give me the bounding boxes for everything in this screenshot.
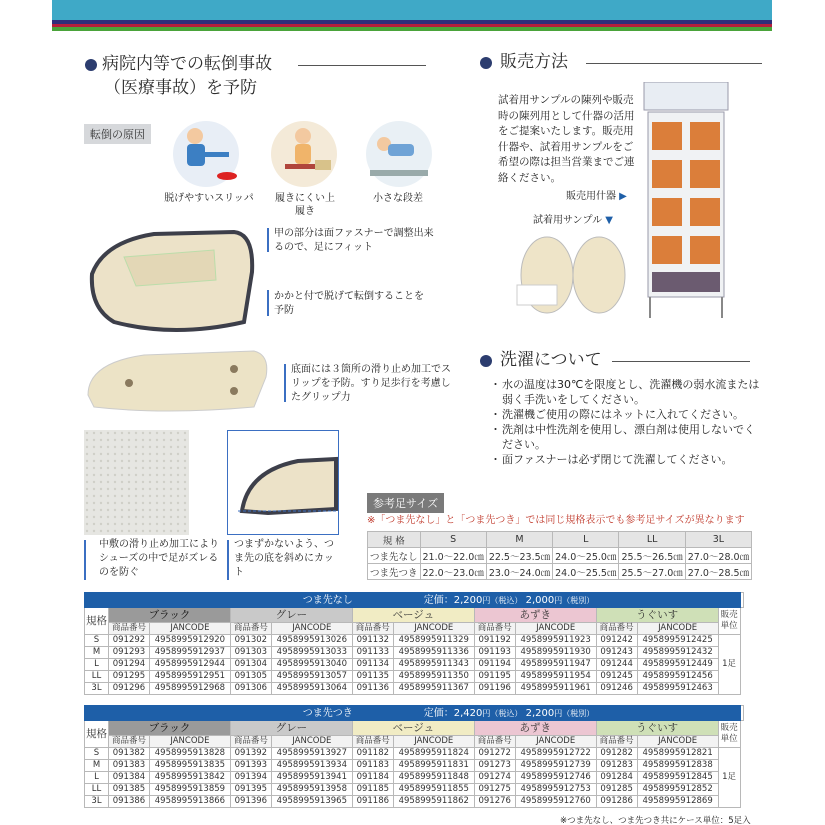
size-header-cell: L [553,532,619,548]
table-cell: 091396 [230,796,271,808]
table-cell: 4958995911848 [393,772,474,784]
table-cell: 091186 [352,796,393,808]
table-row [85,647,744,659]
table-cell: 4958995913927 [271,748,352,760]
table-cell: 4958995912852 [637,784,718,796]
table-cell: 091184 [352,772,393,784]
table-cell: 4958995912722 [515,748,596,760]
item-no-header: 商品番号 [474,623,515,635]
unit-cell: 1足 [718,748,740,808]
table-cell: 091134 [352,659,393,671]
title-rule [612,361,750,362]
table-cell: 4958995911855 [393,784,474,796]
table-cell: 091195 [474,671,515,683]
table-cell: 4958995913026 [271,635,352,647]
table-cell: 4958995911930 [515,647,596,659]
table-cell: 4958995912449 [637,659,718,671]
size-cell: 22.0～23.0㎝ [420,564,486,580]
bullet-dot [480,355,492,367]
table-cell: M [85,647,109,659]
color-header: ベージュ [352,608,474,623]
table-cell: 4958995912739 [515,760,596,772]
table-cell: 4958995912951 [149,671,230,683]
jan-header: JANCODE [637,736,718,748]
table-cell: 091304 [230,659,271,671]
cause-caption-2: 履きにくい上履き [275,193,335,217]
jan-header: JANCODE [271,736,352,748]
jan-header: JANCODE [393,623,474,635]
step-fall-illustration [360,118,438,188]
size-ref-tag: 参考足サイズ [367,493,444,513]
size-cell: 25.5～26.5㎝ [619,548,685,564]
washing-item: ・ 水の温度は30℃を限度とし、洗濯機の弱水流または弱く手洗いをしてください。 [490,377,762,407]
table-cell: 4958995913835 [149,760,230,772]
table-cell: 091285 [596,784,637,796]
color-header: あずき [474,608,596,623]
color-header: グレー [230,721,352,736]
table-cell: 091272 [474,748,515,760]
size-cell: つま先なし [368,548,421,564]
table-cell: 4958995912869 [637,796,718,808]
table-cell: 4958995911367 [393,683,474,695]
table-cell: 091243 [596,647,637,659]
color-header: うぐいす [596,721,718,736]
table-cell: 4958995913033 [271,647,352,659]
slipper-sole-photo [84,345,274,415]
table-cell: 091135 [352,671,393,683]
size-cell: 23.0～24.0㎝ [486,564,552,580]
size-cell: 27.0～28.5㎝ [685,564,751,580]
table-cell: 091382 [109,748,150,760]
table-cell: 091283 [596,760,637,772]
size-header-cell: M [486,532,552,548]
rack-label: 販売用什器 ▶ [566,191,627,202]
header-stripe-blue [52,0,772,20]
feature-line-2 [267,290,269,316]
jan-header: JANCODE [271,623,352,635]
feature-line-4 [84,540,86,580]
feature-line-1 [267,228,269,252]
table-cell: 091294 [109,659,150,671]
product-tables [84,592,744,808]
table-cell: 4958995912968 [149,683,230,695]
size-header: 規格 [85,608,109,635]
table-cell: 4958995913965 [271,796,352,808]
washing-item: ・ 洗濯機ご使用の際にはネットに入れてください。 [490,407,762,422]
table-cell: 4958995912944 [149,659,230,671]
washing-item: ・ 面ファスナーは必ず閉じて洗濯してください。 [490,452,762,467]
table-cell: 091292 [109,635,150,647]
cause-caption-1: 脱げやすいスリッパ [164,193,254,204]
insole-texture-photo [84,430,189,535]
unit-cell: 1足 [718,635,740,695]
table-cell: 4958995913040 [271,659,352,671]
table-cell: 091296 [109,683,150,695]
display-rack-photo [640,82,732,320]
table-cell: 3L [85,796,109,808]
feature-note-3: 底面には３箇所の滑り止め加工でスリップを予防。すり足歩行を考慮したグリップ力 [291,364,451,403]
header-stripe-green [52,27,772,31]
table-row [85,784,744,796]
table-cell: 4958995912937 [149,647,230,659]
table-cell: 091182 [352,748,393,760]
item-no-header: 商品番号 [596,623,637,635]
table-cell: 091384 [109,772,150,784]
table-title: つま先つき [85,706,394,721]
table-cell: 4958995913934 [271,760,352,772]
unit-header: 販売単位 [718,608,740,635]
item-no-header: 商品番号 [109,736,150,748]
slipper-photo-top [84,212,264,342]
table-cell: 091282 [596,748,637,760]
cause-caption-3: 小さな段差 [373,193,423,204]
table-cell: LL [85,671,109,683]
table-cell: 091185 [352,784,393,796]
size-header-cell: LL [619,532,685,548]
toe-note: つまずかないよう、つま先の底を斜めにカット [234,539,334,578]
table-row [85,748,744,760]
table-cell: 4958995911923 [515,635,596,647]
table-row [85,671,744,683]
table-cell: 091385 [109,784,150,796]
toe-cut-photo [227,430,339,535]
table-cell: 091192 [474,635,515,647]
table-row [85,659,744,671]
insole-note: 中敷の滑り止め加工によりシューズの中で足がズレるのを防ぐ [99,539,219,578]
table-cell: 4958995912845 [637,772,718,784]
table-cell: 091133 [352,647,393,659]
item-no-header: 商品番号 [474,736,515,748]
table-cell: 4958995912821 [637,748,718,760]
table-cell: 091286 [596,796,637,808]
slipper-fall-illustration [167,118,245,188]
table-cell: 4958995911862 [393,796,474,808]
jan-header: JANCODE [637,623,718,635]
feature-line-5 [227,540,229,580]
size-header-cell: S [420,532,486,548]
table-price: 定価：2,200円（税込） 2,000円（税別） [393,593,740,608]
table-cell: 091194 [474,659,515,671]
table-title: つま先なし [85,593,394,608]
color-header: ブラック [109,721,231,736]
size-cell: つま先つき [368,564,421,580]
sample-slippers-photo [507,230,637,315]
table-cell: 091245 [596,671,637,683]
size-ref-note: ※「つま先なし」と「つま先つき」では同じ規格表示でも参考足サイズが異なります [367,515,745,526]
table-cell: 4958995911961 [515,683,596,695]
table-cell: 4958995911831 [393,760,474,772]
table-cell: 091183 [352,760,393,772]
feature-note-2: かかと付で脱げて転倒することを予防 [274,291,424,316]
unit-header: 販売単位 [718,721,740,748]
table-cell: 4958995912753 [515,784,596,796]
table-cell: 091246 [596,683,637,695]
table-cell: 4958995911336 [393,647,474,659]
jan-header: JANCODE [149,623,230,635]
table-cell: 4958995913842 [149,772,230,784]
size-ref-table [367,531,752,580]
table-row [85,683,744,695]
table-cell: 4958995913057 [271,671,352,683]
table-cell: M [85,760,109,772]
item-no-header: 商品番号 [230,623,271,635]
bullet-dot [85,59,97,71]
section-title-prevention-1: 病院内等での転倒事故 [102,54,272,74]
table-cell: 4958995911350 [393,671,474,683]
table-cell: 091276 [474,796,515,808]
table-cell: 091393 [230,760,271,772]
table-cell: 091303 [230,647,271,659]
color-header: あずき [474,721,596,736]
table-cell: 3L [85,683,109,695]
item-no-header: 商品番号 [352,736,393,748]
table-cell: 4958995913941 [271,772,352,784]
table-cell: 4958995912425 [637,635,718,647]
size-cell: 22.5～23.5㎝ [486,548,552,564]
color-header: うぐいす [596,608,718,623]
table-cell: 091302 [230,635,271,647]
table-cell: 4958995912838 [637,760,718,772]
table-cell: 4958995912456 [637,671,718,683]
table-cell: 091193 [474,647,515,659]
size-header-cell: 3L [685,532,751,548]
washing-item: ・ 洗剤は中性洗剤を使用し、漂白剤は使用しないでください。 [490,422,762,452]
table-cell: 4958995912746 [515,772,596,784]
table-cell: 091244 [596,659,637,671]
sample-label: 試着用サンプル ▼ [533,215,613,226]
jan-header: JANCODE [515,736,596,748]
table-cell: 091394 [230,772,271,784]
table-cell: 4958995912920 [149,635,230,647]
bullet-dot [480,57,492,69]
table-cell: 091306 [230,683,271,695]
size-cell: 25.5～27.0㎝ [619,564,685,580]
color-header: ベージュ [352,721,474,736]
table-cell: 091242 [596,635,637,647]
table-cell: 091392 [230,748,271,760]
table-cell: 091196 [474,683,515,695]
table-cell: 4958995913866 [149,796,230,808]
table-row [85,635,744,647]
size-cell: 27.0～28.0㎝ [685,548,751,564]
table-cell: 4958995913828 [149,748,230,760]
size-header: 規格 [85,721,109,748]
table-cell: 091284 [596,772,637,784]
section-title-washing: 洗濯について [500,350,602,370]
table-cell: 091273 [474,760,515,772]
size-cell: 24.0～25.5㎝ [553,564,619,580]
table-cell: 4958995912463 [637,683,718,695]
color-header: ブラック [109,608,231,623]
table-cell: 4958995911343 [393,659,474,671]
item-no-header: 商品番号 [352,623,393,635]
cause-tag: 転倒の原因 [84,124,151,144]
table-cell: 4958995913859 [149,784,230,796]
table-cell: 4958995911329 [393,635,474,647]
table-cell: 091132 [352,635,393,647]
section-title-prevention-2: （医療事故）を予防 [104,78,257,98]
title-rule [298,65,426,66]
table-cell: LL [85,784,109,796]
title-rule [586,63,762,64]
table-cell: 091275 [474,784,515,796]
jan-header: JANCODE [393,736,474,748]
footnote: ※つま先なし、つま先つき共にケース単位：5足入 [560,816,751,825]
table-row [85,760,744,772]
table-cell: L [85,659,109,671]
jan-header: JANCODE [515,623,596,635]
feature-note-1: 甲の部分は面ファスナーで調整出来るので、足にフィット [274,228,434,253]
size-header-cell: 規 格 [368,532,421,548]
sales-text: 試着用サンプルの陳列や販売時の陳列用として什器の活用をご提案いたします。販売用什器や、試着用サンプルをご希望の際は担当営業までご連絡ください。 [498,94,635,184]
product-table [84,592,744,695]
item-no-header: 商品番号 [230,736,271,748]
table-cell: 091293 [109,647,150,659]
table-price: 定価：2,420円（税込） 2,200円（税別） [393,706,740,721]
table-cell: 4958995911824 [393,748,474,760]
table-cell: 4958995912432 [637,647,718,659]
table-cell: 091295 [109,671,150,683]
size-cell: 21.0～22.0㎝ [420,548,486,564]
size-cell: 24.0～25.0㎝ [553,548,619,564]
table-cell: 091383 [109,760,150,772]
table-cell: 4958995913958 [271,784,352,796]
table-cell: 4958995912760 [515,796,596,808]
table-row [85,796,744,808]
item-no-header: 商品番号 [109,623,150,635]
washing-list [490,377,762,467]
table-cell: 4958995911947 [515,659,596,671]
table-cell: L [85,772,109,784]
shoe-fall-illustration [265,118,343,188]
table-row [85,772,744,784]
table-cell: 091386 [109,796,150,808]
table-cell: 091395 [230,784,271,796]
section-title-sales: 販売方法 [500,52,568,72]
table-cell: S [85,635,109,647]
table-cell: 091274 [474,772,515,784]
jan-header: JANCODE [149,736,230,748]
table-cell: 4958995913064 [271,683,352,695]
product-table [84,705,744,808]
table-cell: 091305 [230,671,271,683]
feature-line-3 [284,364,286,402]
table-cell: 091136 [352,683,393,695]
color-header: グレー [230,608,352,623]
item-no-header: 商品番号 [596,736,637,748]
table-cell: S [85,748,109,760]
table-cell: 4958995911954 [515,671,596,683]
